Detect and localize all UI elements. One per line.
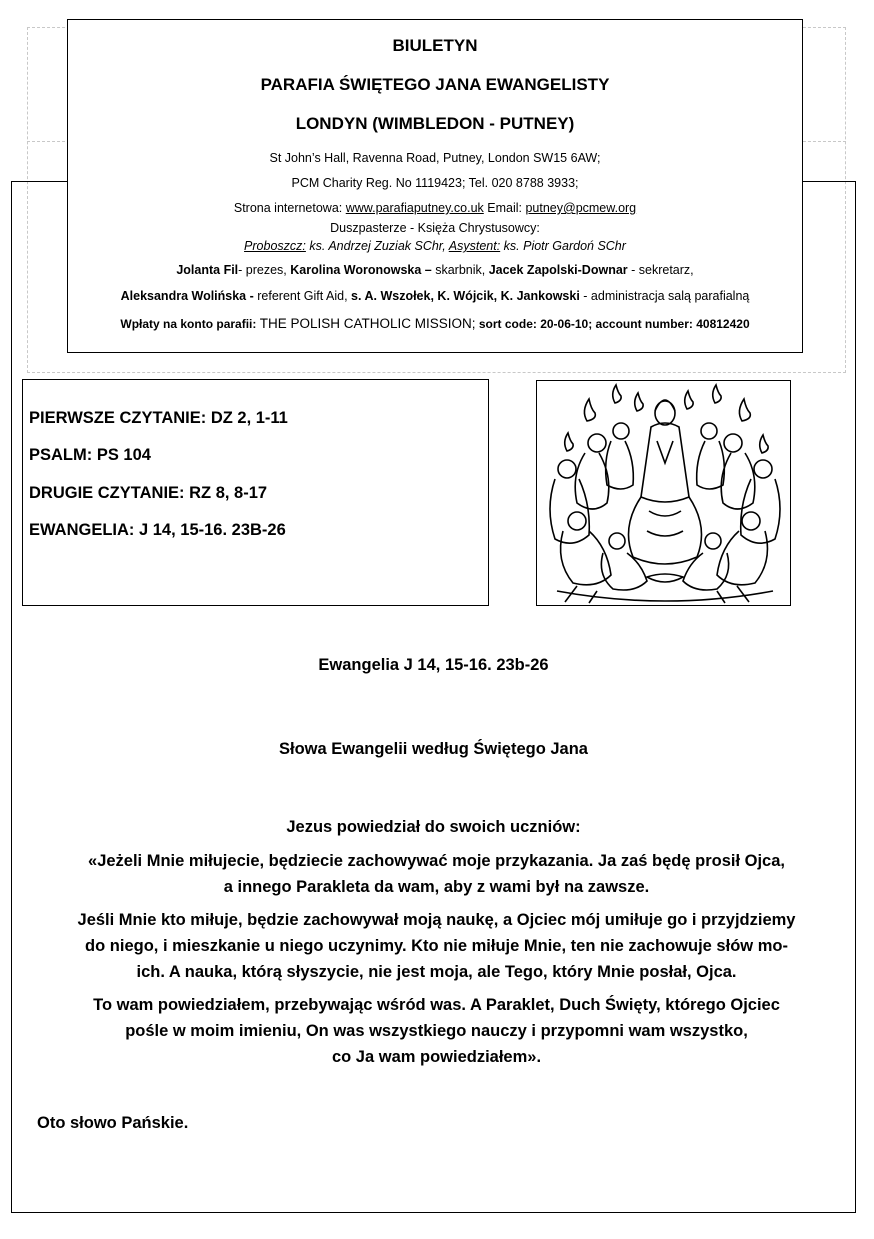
- council-member-name: Karolina Woronowska –: [290, 263, 432, 277]
- council-line-1: [68, 263, 802, 277]
- bulletin-title: BIULETYN: [392, 36, 478, 55]
- payments-label: Wpłaty na konto parafii:: [120, 317, 260, 331]
- gospel-line: To wam powiedziałem, przebywając wśród was. A Paraklet, Duch Święty, którego Ojciec: [93, 996, 780, 1014]
- gospel-line: pośle w moim imieniu, On was wszystkiego nauczy i przypomni wam wszystko,: [125, 1022, 748, 1040]
- council-member-name: Jolanta Fil: [176, 263, 239, 277]
- email-link[interactable]: putney@pcmew.org: [525, 201, 637, 215]
- clergy-heading: Duszpasterze - Księża Chrystusowcy:: [330, 221, 540, 235]
- council-line-2: [68, 289, 802, 303]
- gospel-intro: Słowa Ewangelii według Świętego Jana: [279, 740, 588, 758]
- reading-psalm: PSALM: PS 104: [29, 446, 151, 464]
- payments-details: sort code: 20-06-10; account number: 40812420: [475, 317, 750, 331]
- council-member-name: Aleksandra Wolińska -: [120, 289, 258, 303]
- readings-box: [22, 379, 489, 606]
- gospel-line: ich. A nauka, którą słyszycie, nie jest moja, ale Tego, który Mnie posłał, Ojca.: [136, 963, 737, 981]
- parish-name: PARAFIA ŚWIĘTEGO JANA EWANGELISTY: [260, 75, 610, 94]
- gospel-paragraph-1: [14, 848, 859, 900]
- parish-charity: PCM Charity Reg. No 1119423; Tel. 020 8788 3933;: [291, 176, 579, 190]
- website-link[interactable]: www.parafiaputney.co.uk: [345, 201, 484, 215]
- council-member-name: Jacek Zapolski-Downar: [488, 263, 628, 277]
- reading-second: DRUGIE CZYTANIE: RZ 8, 8-17: [29, 484, 268, 502]
- gospel-closing: Oto słowo Pańskie.: [37, 1114, 189, 1132]
- council-member-role: - sekretarz,: [627, 263, 694, 277]
- assistant-label: Asystent:: [448, 239, 501, 253]
- gospel-heading: Ewangelia J 14, 15-16. 23b-26: [318, 656, 549, 674]
- gospel-line: co Ja wam powiedziałem».: [331, 1048, 542, 1066]
- council-member-role: referent Gift Aid,: [257, 289, 352, 303]
- bulletin-header: [67, 19, 803, 353]
- pastor-name: ks. Andrzej Zuziak SChr,: [305, 239, 449, 253]
- council-member-role: skarbnik,: [431, 263, 489, 277]
- website-label: Strona internetowa:: [233, 201, 346, 215]
- email-label: Email:: [483, 201, 526, 215]
- gospel-lead: Jezus powiedział do swoich uczniów:: [286, 818, 581, 836]
- payments-line: [68, 316, 802, 331]
- pastor-label: Proboszcz:: [244, 239, 306, 253]
- gospel-line: «Jeżeli Mnie miłujecie, będziecie zachowywać moje przykazania. Ja zaś będę prosił Ojca,: [88, 852, 785, 870]
- clergy-line: [68, 239, 802, 253]
- reading-gospel: EWANGELIA: J 14, 15-16. 23B-26: [29, 521, 286, 539]
- payments-mission: THE POLISH CATHOLIC MISSION;: [259, 316, 476, 331]
- gospel-paragraph-3: [14, 992, 859, 1070]
- gospel-line: Jeśli Mnie kto miłuje, będzie zachowywał moją naukę, a Ojciec mój umiłuje go i przyjdziemy: [77, 911, 796, 929]
- gospel-line: do niego, i mieszkanie u niego uczynimy. Kto nie miłuje Mnie, ten nie zachowuje słów mo-: [85, 937, 788, 955]
- gospel-paragraph-2: [14, 907, 859, 985]
- reading-first: PIERWSZE CZYTANIE: DZ 2, 1-11: [29, 409, 288, 427]
- council-member-name: s. A. Wszołek, K. Wójcik, K. Jankowski: [351, 289, 580, 303]
- parish-address: St John’s Hall, Ravenna Road, Putney, London SW15 6AW;: [269, 151, 601, 165]
- pentecost-illustration-icon: [536, 380, 791, 606]
- council-member-role: - prezes,: [238, 263, 291, 277]
- gospel-line: a innego Parakleta da wam, aby z wami był na zawsze.: [223, 878, 650, 896]
- council-member-role: - administracja salą parafialną: [579, 289, 750, 303]
- parish-city: LONDYN (WIMBLEDON - PUTNEY): [295, 114, 575, 133]
- contact-line: [68, 201, 802, 215]
- assistant-name: ks. Piotr Gardoń SChr: [500, 239, 626, 253]
